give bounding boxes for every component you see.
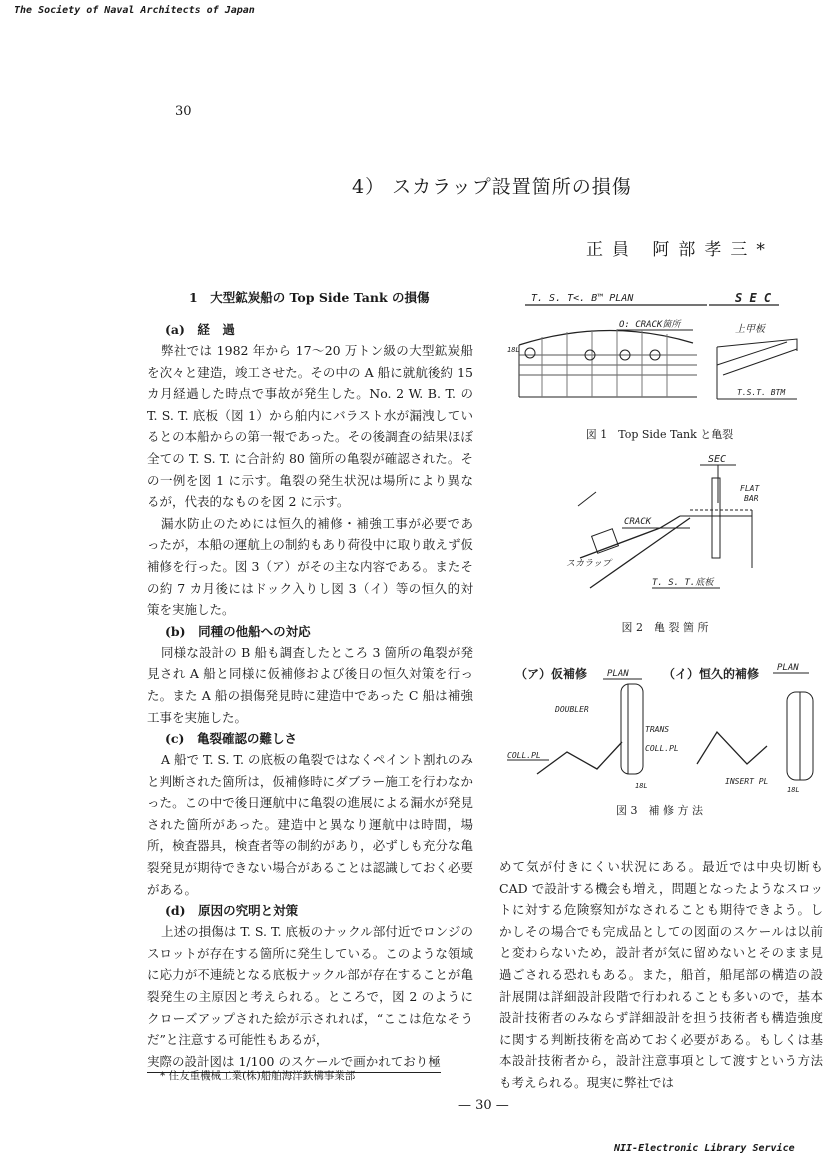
fig1-plan-label: T. S. T<. B™ PLAN (531, 293, 634, 304)
fig3-label-b: （イ）恒久的補修 (663, 667, 760, 681)
figure-1-diagram (497, 287, 822, 417)
figure-3-caption: 図 3 補 修 方 法 (616, 804, 703, 817)
fig3-doubler-label: DOUBLER (555, 705, 589, 714)
page-number-top: 30 (175, 104, 192, 119)
fig3-insert-label: INSERT PL (725, 777, 769, 786)
author-line: 正員 阿部孝三* (586, 240, 774, 260)
subheading-a: (a) 経 過 (165, 322, 235, 337)
section-heading-1: 1 大型鉱炭船の Top Side Tank の損傷 (189, 290, 430, 305)
fig3-plan-b: PLAN (777, 663, 799, 673)
paragraph-b1: 同様な設計の B 船も調査したところ 3 箇所の亀裂が発見され A 船と同様に仮補修および後日の恒久対策を行った。また A 船の損傷発見時に建造中であった C 船は補強工事を実施した。 (147, 644, 473, 725)
nii-footer: NII-Electronic Library Service (614, 1143, 795, 1154)
subheading-c: (c) 亀裂確認の難しさ (165, 731, 297, 747)
fig3-collpl-label-2: COLL.PL (507, 751, 541, 760)
fig2-sec-label: SEC (708, 454, 727, 465)
fig3-plan-a: PLAN (607, 669, 629, 679)
fig2-tst-label: T. S. T.底板 (652, 578, 714, 588)
subheading-d: (d) 原因の究明と対策 (165, 903, 299, 919)
fig3-18l-b: 18L (787, 786, 800, 794)
fig3-18l-a: 18L (635, 782, 648, 790)
fig1-crack-label: O: CRACK箇所 (619, 320, 681, 330)
fig3-collpl-label: COLL.PL (645, 744, 679, 753)
figure-1-caption: 図 1 Top Side Tank と亀裂 (585, 428, 734, 441)
figure-2-caption: 図 2 亀 裂 箇 所 (621, 621, 709, 634)
fig3-label-a: （ア）仮補修 (515, 667, 588, 681)
footnote: * 住友重機械工業(株)船舶海洋鉄構事業部 (160, 1070, 356, 1082)
figure-2-diagram (540, 448, 790, 608)
paragraph-a2: 漏水防止のためには恒久的補修・補強工事が必要であったが，本船の運航上の制約もあり荷役中に取り敢えず仮補修を行った。図 3（ア）がその主な内容である。またその約 7 カ月後にはドック入りし図 3（イ）等の恒久的対策を実施した。 (147, 515, 473, 618)
fig1-18l-label: 18L (507, 346, 520, 354)
paragraph-right-1: めて気が付きにくい状況にある。最近では中央切断も CAD で設計する機会も増え，問題となったようなスロットに対する危険察知がなされることも期待できよう。しかしその場合でも完成品としての図面のスケールは以前と変わらないため，設計者が気に留めないとそのまま見過ごされる恐れもある。また，船首，船尾部の構造の設計展開は詳細設計段階で行われることも多いので，基本設計技術者のみならず詳細設計を担う技術者も構造強度に関する判断技術を高めておく必要がある。もしくは基本設計技術者から，設計注意事項として渡すという方法も考えられる。現実に弊社では (499, 859, 823, 1090)
left-column (147, 287, 473, 1073)
fig1-sec-label: S E C (735, 291, 772, 305)
subheading-b: (b) 同種の他船への対応 (165, 623, 311, 639)
paragraph-c1: A 船で T. S. T. の底板の亀裂ではなくペイント割れのみと判断された箇所は，仮補修時にダブラー施工を行わなかった。この中で後日運航中に亀裂の進展による漏水が発見された箇所があった。建造中と異なり運航中は時間，場所，検査器具，検査者等の制約があり，必ずしも充分な亀裂発見が期待できない場合があることは認識しておく必要がある。 (147, 752, 473, 897)
fig2-bar-label: BAR (744, 494, 759, 503)
fig2-scallop-label: スカラップ (566, 559, 611, 569)
paragraph-a1: 弊社では 1982 年から 17～20 万トン級の大型鉱炭船を次々と建造，竣工させた。その中の A 船に就航後約 15 カ月経過した時点で事故が発生した。No. 2 W. B. T. の T. S. T. 底板（図 1）から舶内にバラスト水が漏洩しているとの本船からの第一報であった。その後調査の結果ほぼ全ての T. S. T. に合計約 80 箇所の亀裂が確認された。その一例を図 1 に示す。亀裂の発生状況は場所により異なるが，代表的なものを図 2 に示す。 (147, 343, 473, 510)
fig3-trans-label: TRANS (645, 725, 670, 734)
figure-3-diagram (497, 654, 822, 799)
paragraph-d1-last-line: 実際の設計図は 1/100 のスケールで画かれており極 (147, 1051, 441, 1074)
fig2-flat-label: FLAT (740, 484, 760, 493)
society-header: The Society of Naval Architects of Japan (14, 5, 255, 16)
page-number-bottom: — 30 — (458, 1098, 509, 1113)
right-column (499, 856, 823, 1094)
fig1-deck-label: 上甲板 (735, 324, 765, 335)
article-title: 4） スカラップ設置箇所の損傷 (352, 176, 632, 198)
paragraph-d1: 上述の損傷は T. S. T. 底板のナックル部付近でロンジのスロットが存在する箇所に発生している。このような領域に応力が不連続となる底板ナックル部が存在することが亀裂発生の主原因と考えられる。ところで，図 2 のようにクローズアップされた絵が示されれば，“ここは危なそうだ”と注意する可能性もあるが， (147, 924, 473, 1048)
fig2-crack-label: CRACK (624, 517, 652, 527)
fig1-tst-btm-label: T.S.T. BTM (737, 388, 786, 397)
